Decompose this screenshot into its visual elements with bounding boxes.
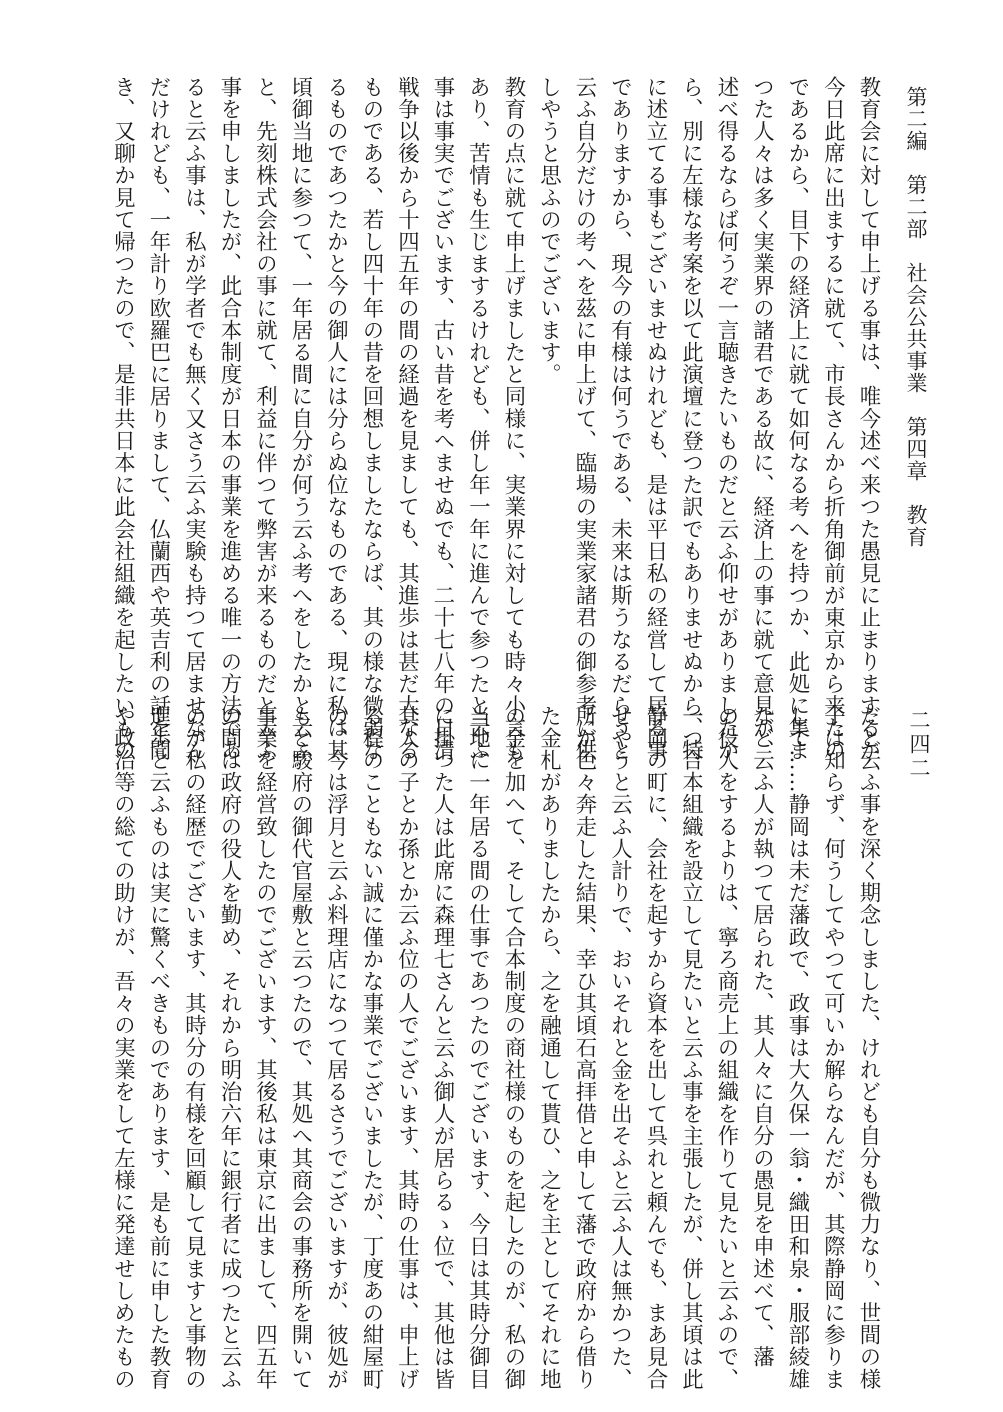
text-block-upper <box>110 76 886 762</box>
text-column: の役人をするよりは、寧ろ商売上の組織を作りて見たいと云ふので、 <box>714 705 739 1391</box>
text-column: 頃御当地に参つて、一年居る間に自分が何う云ふ考へをしたかと云ふ <box>288 76 313 762</box>
text-column: 云ふ自分だけの考へを茲に申上げて、臨場の実業家諸君の御参考に供 <box>572 76 597 762</box>
text-column: 静岡の町に、会社を起すから資本を出して呉れと頼んでも、まあ見合 <box>643 705 668 1391</box>
text-column: の金を加へて、そして合本制度の商社様のものを起したのが、私の御 <box>501 705 526 1391</box>
text-column: 其人の子とか孫とか云ふ位の人でございます、其時の仕事は、申上げ <box>394 705 420 1391</box>
text-column: 教育の点に就て申上げましたと同様に、実業界に対しても時々小言も <box>501 76 526 762</box>
text-column: 事業を経営致したのでございます、其後私は東京に出まして、四五年 <box>252 705 278 1391</box>
text-column: しやうと思ふのでございます。 <box>536 76 562 386</box>
text-column: 事を申しましたが、此合本制度が日本の事業を進める唯一の方法であ <box>217 76 242 762</box>
text-column: 所が色々奔走した結果、幸ひ其頃石高拝借と申して藩で政府から借り <box>572 705 597 1391</box>
text-column: 当地に一年居る間の仕事であつたのでございます、今日は其時分御目 <box>465 705 491 1391</box>
text-column: や政治等の総ての助けが、吾々の実業をして左様に発達せしめたもの <box>110 705 136 1391</box>
text-column: ると云ふ事は、私が学者でも無く又さう云ふ実験も持つて居ませなん <box>181 76 207 762</box>
text-column: だけれども、一年計り欧羅巴に居りまして、仏蘭西や英吉利の話を聞 <box>146 76 171 762</box>
text-column: など云ふ人が執つて居られた、其人々に自分の愚見を申述べて、藩 <box>749 705 775 1368</box>
text-column: せやうと云ふ人計りで、おいそれと金を出そふと云ふ人は無かつた、 <box>607 705 633 1391</box>
text-column: 子は知らず、何うしてやつて可いか解らなんだが、其際静岡に参りま <box>820 705 846 1391</box>
text-column: 事は事実でございます、古い昔を考へませぬでも、二十七八年の日清 <box>430 76 455 762</box>
text-column: の、今は浮月と云ふ料理店になつて居るさうでございますが、彼処が <box>323 705 349 1391</box>
text-column: 今日此席に出まするに就て、市長さんから折角御前が東京から来たの <box>820 76 846 762</box>
text-column: る程のこともない誠に僅かな事業でございましたが、丁度あの紺屋町 <box>359 705 384 1391</box>
text-column: るものであつたかと今の御人には分らぬ位なものである、現に私は其 <box>323 76 349 762</box>
text-column: でありますから、現今の有様は何うである、未来は斯うなるだらうと <box>607 76 633 762</box>
text-column: 一つ合本組織を設立して見たいと云ふ事を主張したが、併し其頃は此 <box>678 705 704 1391</box>
text-column: ものである、若し四十年の昔を回想しましたならば、其の様な微弱な <box>359 76 384 762</box>
text-column: のが私の経歴でございます、其時分の有様を回顧して見ますと事物の <box>181 705 207 1391</box>
text-column: に述立てる事もございませぬけれども、是は平日私の経営して居る事 <box>643 76 668 762</box>
text-column: だと云ふ事を深く期念しました、けれども自分も微力なり、世間の様 <box>856 705 881 1391</box>
running-header: 第二編 第二部 社会公共事業 第四章 教育 <box>904 86 928 548</box>
text-block-lower <box>110 705 886 1391</box>
text-column: して……静岡は未だ藩政で、政事は大久保一翁・織田和泉・服部綾雄 <box>785 705 810 1391</box>
text-column: 戦争以後から十四五年の間の経過を見ましても、其進歩は甚だ大なる <box>394 76 420 762</box>
text-column: 進歩と云ふものは実に驚くべきものであります、是も前に申した教育 <box>146 705 171 1391</box>
text-column: の間は政府の役人を勤め、それから明治六年に銀行者に成つたと云ふ <box>217 705 242 1391</box>
text-column: もと駿府の御代官屋敷と云つたので、其処へ其商会の事務所を開いて <box>288 705 313 1391</box>
text-column: た金札がありましたから、之を融通して貰ひ、之を主としてそれに地 <box>536 705 562 1391</box>
text-column: 述べ得るならば何うぞ一言聴きたいものだと云ふ仰せがありましたか <box>714 76 739 762</box>
text-column: つた人々は多く実業界の諸君である故に、経済上の事に就て意見が、 <box>749 76 775 762</box>
text-column: き、又聊か見て帰つたので、是非共日本に此会社組織を起したいもの <box>110 76 136 762</box>
text-column: と、先刻株式会社の事に就て、利益に伴つて弊害が来るものだと云ふ <box>252 76 278 762</box>
text-column: に掛つた人は此席に森理七さんと云ふ御人が居らるゝ位で、其他は皆 <box>430 705 455 1391</box>
text-column: ら、別に左様な考案を以て此演壇に登つた訳でもありませぬから、特 <box>678 76 704 762</box>
page-number: 二四二 <box>907 709 931 781</box>
text-column: あり、苦情も生じまするけれども、併し年一年に進んで参つたと云ふ <box>465 76 491 762</box>
text-column: 教育会に対して申上げる事は、唯今述べ来つた愚見に止まりまするが <box>856 76 881 762</box>
text-column: であるから、目下の経済上に就て如何なる考へを持つか、此処に集ま <box>785 76 810 762</box>
